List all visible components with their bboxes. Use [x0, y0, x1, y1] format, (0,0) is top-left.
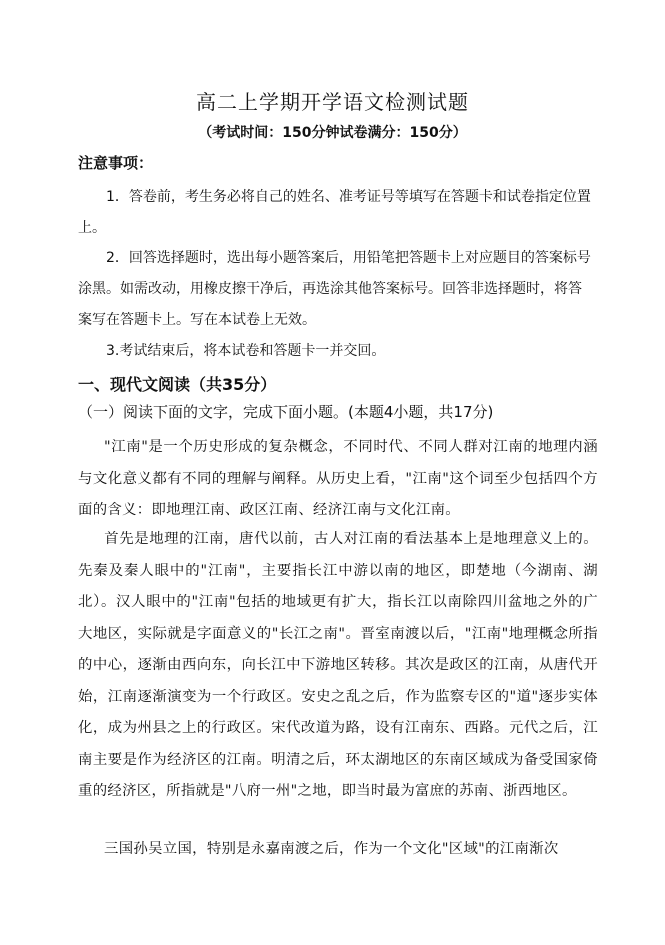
exam-subtitle: （考试时间：150分钟试卷满分：150分）: [198, 125, 467, 141]
note-item-3: [78, 336, 593, 367]
paragraph-text: 三国孙吴立国，特别是永嘉南渡之后，作为一个文化"区域"的江南渐次: [104, 841, 559, 857]
reading-instruction: （一）阅读下面的文字，完成下面小题。(本题4小题，共17分): [78, 403, 494, 421]
note-item-text: 2．回答选择题时，选出每小题答案后，用铅笔把答题卡上对应题目的答案标号涂黑。如需改动，用橡皮擦干净后，再选涂其他答案标号。回答非选择题时，将答案写在答题卡上。写在本试卷上无效。: [78, 250, 591, 328]
passage-paragraph-2: [78, 524, 598, 808]
passage-paragraph-1: [78, 432, 598, 527]
exam-title: 高二上学期开学语文检测试题: [196, 90, 469, 114]
note-item-2: [78, 243, 593, 336]
paragraph-text: "江南"是一个历史形成的复杂概念，不同时代、不同人群对江南的地理内涵与文化意义都有不同的理解与阐释。从历史上看，"江南"这个词至少包括四个方面的含义：即地理江南、政区江南、经济江南与文化江南。: [78, 439, 598, 518]
note-item-text: 3.考试结束后，将本试卷和答题卡一并交回。: [106, 343, 386, 359]
passage-paragraph-3: [78, 834, 598, 866]
notes-heading: 注意事项：: [78, 154, 154, 172]
note-item-text: 1．答卷前，考生务必将自己的姓名、准考证号等填写在答题卡和试卷指定位置上。: [78, 189, 591, 236]
note-item-1: [78, 182, 593, 244]
section-heading: 一、现代文阅读（共35分）: [78, 375, 277, 394]
paragraph-text: 首先是地理的江南，唐代以前，古人对江南的看法基本上是地理意义上的。先秦及秦人眼中的"江南"，主要指长江中游以南的地区，即楚地（今湖南、湖北）。汉人眼中的"江南"包括的地域更有扩大，指长江以南除四川盆地之外的广大地区，实际就是字面意义的"长江之南"。晋室南渡以后，"江南"地理概念所指的中心，逐渐由西向东，向长江中下游地区转移。其次是政区的江南，从唐代开始，江南逐渐演变为一个行政区。安史之乱之后，作为监察专区的"道"逐步实体化，成为州县之上的行政区。宋代改道为路，设有江南东、西路。元代之后，江南主要是作为经济区的江南。明清之后，环太湖地区的东南区域成为备受国家倚重的经济区，所指就是"八府一州"之地，即当时最为富庶的苏南、浙西地区。: [78, 531, 598, 799]
